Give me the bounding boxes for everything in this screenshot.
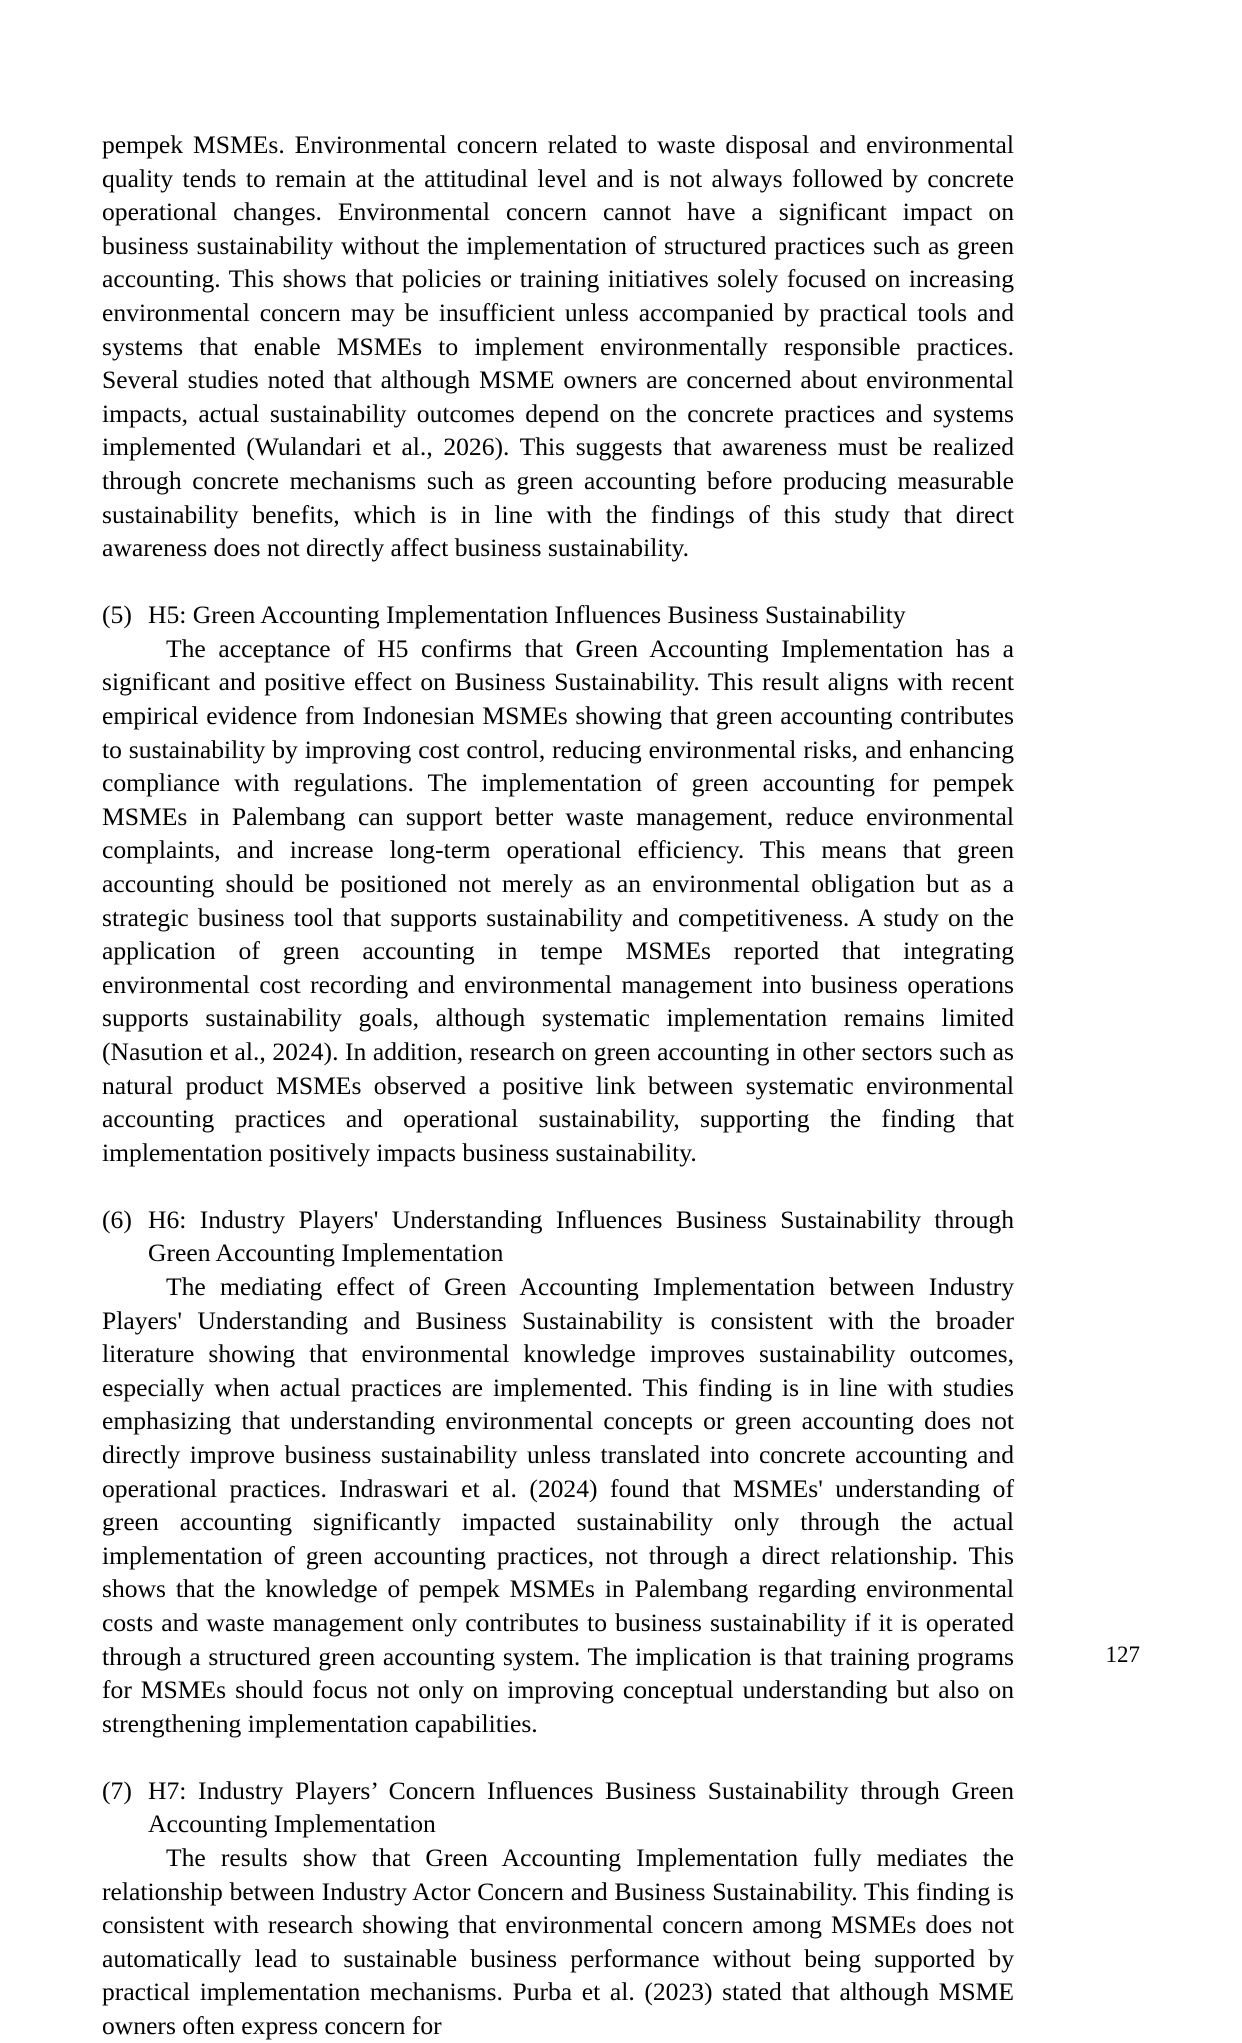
paragraph-spacer [102,1169,1014,1203]
heading-h7-label: H7: Industry Players’ Concern Influences Business Sustainability through Green Accounting Implementation [148,1775,1014,1839]
paragraph-spacer [102,565,1014,599]
heading-h5-label: H5: Green Accounting Implementation Influences Business Sustainability [148,600,906,630]
heading-h6-label: H6: Industry Players' Understanding Influences Business Sustainability through Green Accounting Implementation [148,1204,1014,1268]
heading-h6-number: (6) [102,1204,132,1234]
paragraph-h7-discussion: The results show that Green Accounting Implementation fully mediates the relationship between Industry Actor Concern and Business Sustainability. This finding is consistent with research showing that environmental concern among MSMEs does not automatically lead to sustainable business performance without being supported by practical implementation mechanisms. Purba et al. (2023) stated that although MSME owners often express concern for [102,1843,1014,2040]
heading-h5 [102,598,1014,632]
heading-h7-number: (7) [102,1775,132,1805]
paragraph-continuation: pempek MSMEs. Environmental concern related to waste disposal and environmental quality tends to remain at the attitudinal level and is not always followed by concrete operational changes. Environmental concern cannot have a significant impact on business sustainability without the implementation of structured practices such as green accounting. This shows that policies or training initiatives solely focused on increasing environmental concern may be insufficient unless accompanied by practical tools and systems that enable MSMEs to implement environmentally responsible practices. Several studies noted that although MSME owners are concerned about environmental impacts, actual sustainability outcomes depend on the concrete practices and systems implemented (Wulandari et al., 2026). This suggests that awareness must be realized through concrete mechanisms such as green accounting before producing measurable sustainability benefits, which is in line with the findings of this study that direct awareness does not directly affect business sustainability. [102,130,1014,563]
heading-h5-number: (5) [102,600,132,630]
paragraph-h5-discussion: The acceptance of H5 confirms that Green Accounting Implementation has a significant and positive effect on Business Sustainability. This result aligns with recent empirical evidence from Indonesian MSMEs showing that green accounting contributes to sustainability by improving cost control, reducing environmental risks, and enhancing compliance with regulations. The implementation of green accounting for pempek MSMEs in Palembang can support better waste management, reduce environmental complaints, and increase long-term operational efficiency. This means that green accounting should be positioned not merely as an environmental obligation but as a strategic business tool that supports sustainability and competitiveness. A study on the application of green accounting in tempe MSMEs reported that integrating environmental cost recording and environmental management into business operations supports sustainability goals, although systematic implementation remains limited (Nasution et al., 2024). In addition, research on green accounting in other sectors such as natural product MSMEs observed a positive link between systematic environmental accounting practices and operational sustainability, supporting the finding that implementation positively impacts business sustainability. [102,633,1014,1167]
heading-h6 [102,1203,1014,1270]
paragraph-h6-discussion: The mediating effect of Green Accounting Implementation between Industry Players' Understanding and Business Sustainability is consistent with the broader literature showing that environmental knowledge improves sustainability outcomes, especially when actual practices are implemented. This finding is in line with studies emphasizing that understanding environmental concepts or green accounting does not directly improve business sustainability unless translated into concrete accounting and operational practices. Indraswari et al. (2024) found that MSMEs' understanding of green accounting significantly impacted sustainability only through the actual implementation of green accounting practices, not through a direct relationship. This shows that the knowledge of pempek MSMEs in Palembang regarding environmental costs and waste management only contributes to business sustainability if it is operated through a structured green accounting system. The implication is that training programs for MSMEs should focus not only on improving conceptual understanding but also on strengthening implementation capabilities. [102,1272,1014,1738]
heading-h7 [102,1774,1014,1841]
paragraph-spacer [102,1740,1014,1774]
page-content [102,128,1014,2043]
page-number: 127 [1105,1642,1140,1667]
